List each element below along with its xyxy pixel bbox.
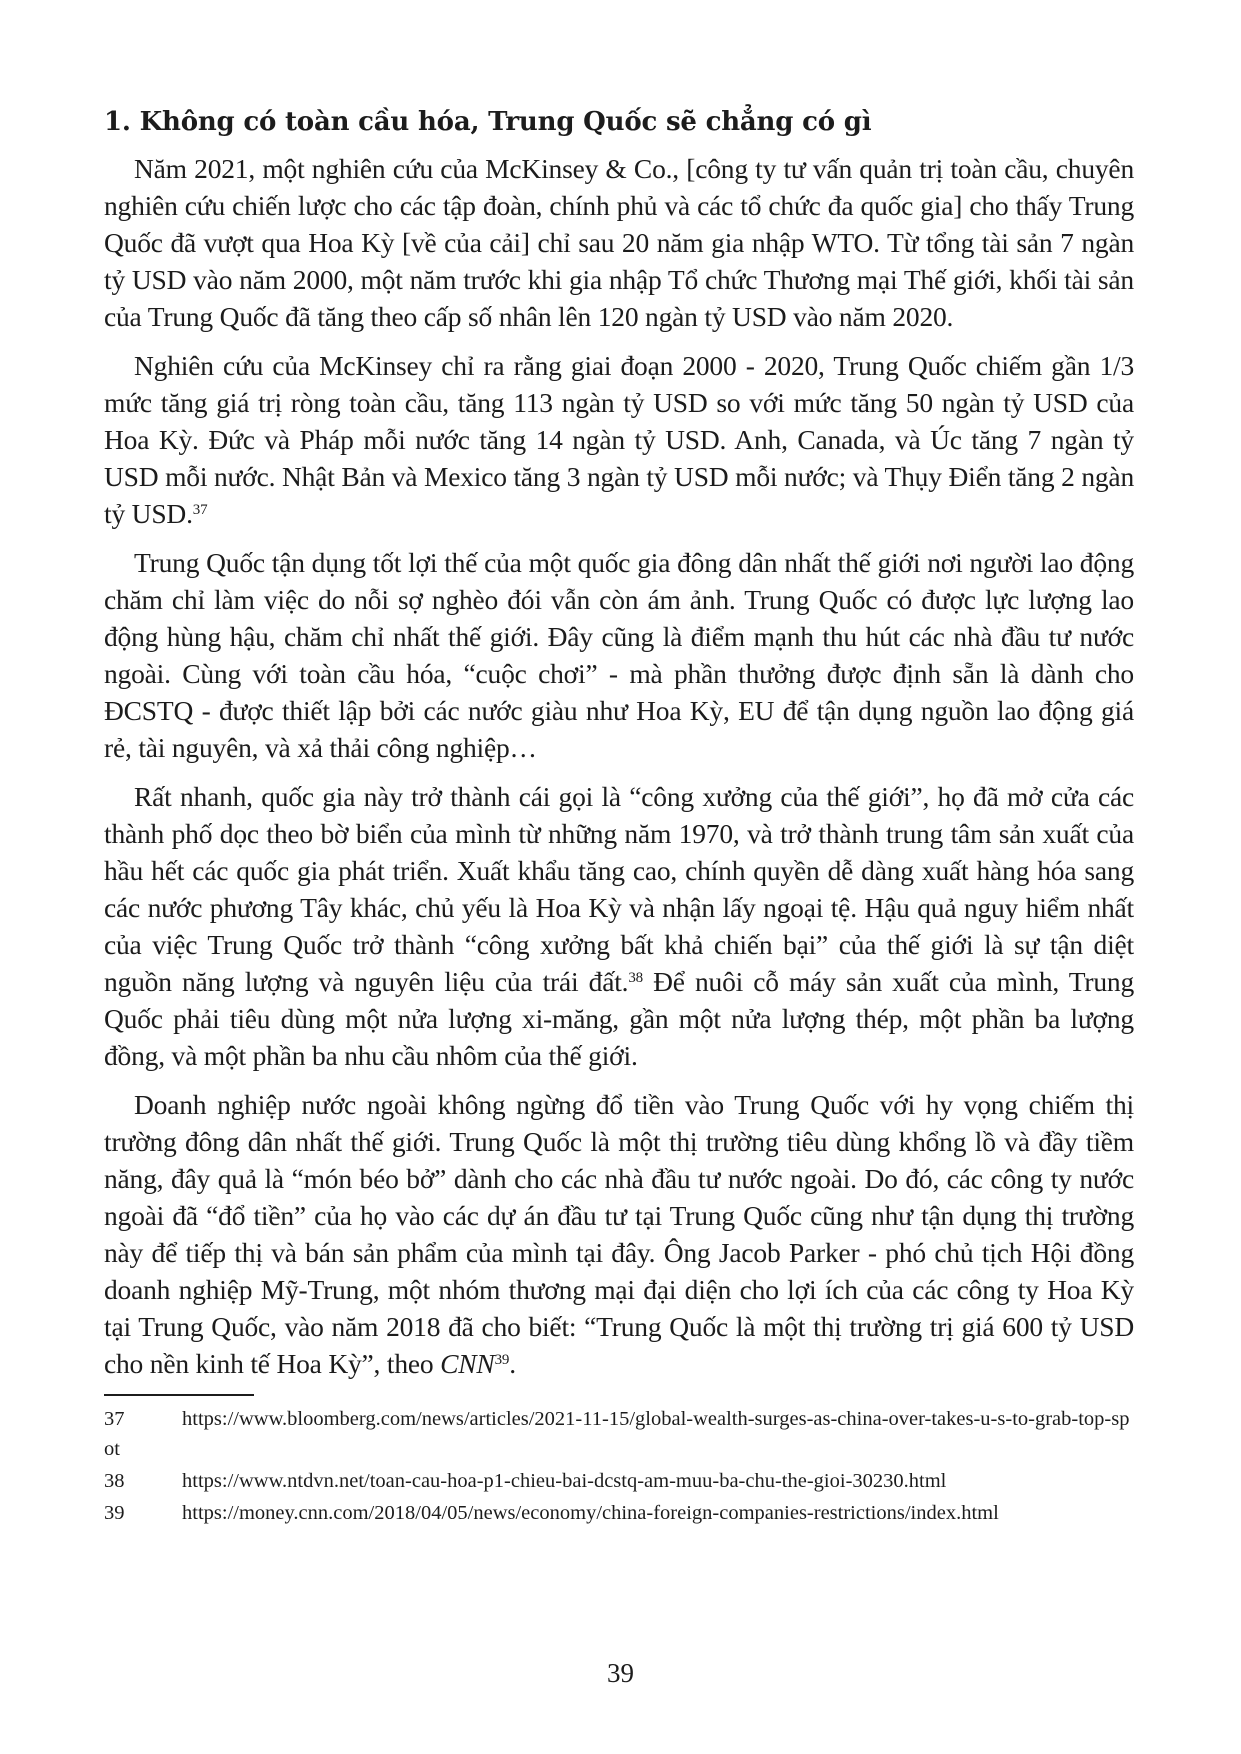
footnote-link[interactable]: https://money.cnn.com/2018/04/05/news/economy/china-foreign-companies-restrictions/index.html bbox=[182, 1502, 999, 1524]
footnote-link[interactable]: https://www.bloomberg.com/news/articles/2021-11-15/global-wealth-surges-as-china-over-takes-u-s-to-grab-top-spot bbox=[104, 1408, 1130, 1460]
paragraph-2-text: Nghiên cứu của McKinsey chỉ ra rằng giai đoạn 2000 - 2020, Trung Quốc chiếm gần 1/3 mức tăng giá trị ròng toàn cầu, tăng 113 ngàn tỷ USD so với mức tăng 50 ngàn tỷ USD của Hoa Kỳ. Đức và Pháp mỗi nước tăng 14 ngàn tỷ USD. Anh, Canada, và Úc tăng 7 ngàn tỷ USD mỗi nước. Nhật Bản và Mexico tăng 3 ngàn tỷ USD mỗi nước; và Thụy Điển tăng 2 ngàn tỷ USD. bbox=[104, 350, 1134, 529]
paragraph-4-text-b: Để nuôi cỗ máy sản xuất của mình, Trung Quốc phải tiêu dùng một nửa lượng xi-măng, gần một nửa lượng thép, một phần ba lượng đồng, và một phần ba nhu cầu nhôm của thế giới. bbox=[104, 966, 1134, 1071]
footnote-ref-38[interactable]: 38 bbox=[628, 970, 643, 986]
footnote-number: 38 bbox=[104, 1470, 125, 1492]
paragraph-4 bbox=[104, 778, 1134, 1074]
paragraph-5 bbox=[104, 1086, 1134, 1382]
footnote-number: 39 bbox=[104, 1502, 125, 1524]
footnote-ref-39[interactable]: 39 bbox=[494, 1352, 510, 1368]
page-content bbox=[104, 104, 1134, 1530]
paragraph-5-end: . bbox=[509, 1348, 516, 1379]
footnote bbox=[104, 1498, 1134, 1528]
paragraph-3: Trung Quốc tận dụng tốt lợi thế của một quốc gia đông dân nhất thế giới nơi người lao động chăm chỉ làm việc do nỗi sợ nghèo đói vẫn còn ám ảnh. Trung Quốc có được lực lượng lao động hùng hậu, chăm chỉ nhất thế giới. Đây cũng là điểm mạnh thu hút các nhà đầu tư nước ngoài. Cùng với toàn cầu hóa, “cuộc chơi” - mà phần thưởng được định sẵn là dành cho ĐCSTQ - được thiết lập bởi các nước giàu như Hoa Kỳ, EU để tận dụng nguồn lao động giá rẻ, tài nguyên, và xả thải công nghiệp… bbox=[104, 547, 1134, 763]
paragraph-1: Năm 2021, một nghiên cứu của McKinsey & Co., [công ty tư vấn quản trị toàn cầu, chuyên nghiên cứu chiến lược cho các tập đoàn, chính phủ và các tổ chức đa quốc gia] cho thấy Trung Quốc đã vượt qua Hoa Kỳ [về của cải] chỉ sau 20 năm gia nhập WTO. Từ tổng tài sản 7 ngàn tỷ USD vào năm 2000, một năm trước khi gia nhập Tổ chức Thương mại Thế giới, khối tài sản của Trung Quốc đã tăng theo cấp số nhân lên 120 ngàn tỷ USD vào năm 2020. bbox=[104, 153, 1134, 332]
section-heading: 1. Không có toàn cầu hóa, Trung Quốc sẽ chẳng có gì bbox=[104, 107, 872, 137]
paragraph-2 bbox=[104, 347, 1134, 532]
footnote bbox=[104, 1404, 1134, 1464]
footnote-divider bbox=[104, 1394, 254, 1396]
paragraph-5-text: Doanh nghiệp nước ngoài không ngừng đổ tiền vào Trung Quốc với hy vọng chiếm thị trường đông dân nhất thế giới. Trung Quốc là một thị trường tiêu dùng khổng lồ và đầy tiềm năng, đây quả là “món béo bở” dành cho các nhà đầu tư nước ngoài. Do đó, các công ty nước ngoài đã “đổ tiền” của họ vào các dự án đầu tư tại Trung Quốc cũng như tận dụng thị trường này để tiếp thị và bán sản phẩm của mình tại đây. Ông Jacob Parker - phó chủ tịch Hội đồng doanh nghiệp Mỹ-Trung, một nhóm thương mại đại diện cho lợi ích của các công ty Hoa Kỳ tại Trung Quốc, vào năm 2018 đã cho biết: “Trung Quốc là một thị trường trị giá 600 tỷ USD cho nền kinh tế Hoa Kỳ”, theo bbox=[104, 1089, 1134, 1379]
footnote-number: 37 bbox=[104, 1408, 125, 1430]
footnote-ref-37[interactable]: 37 bbox=[192, 502, 208, 518]
footnote bbox=[104, 1466, 1134, 1496]
source-name: CNN bbox=[440, 1348, 495, 1379]
page-number: 39 bbox=[607, 1658, 634, 1688]
paragraph-4-text-a: Rất nhanh, quốc gia này trở thành cái gọi là “công xưởng của thế giới”, họ đã mở cửa các thành phố dọc theo bờ biển của mình từ những năm 1970, và trở thành trung tâm sản xuất của hầu hết các quốc gia phát triển. Xuất khẩu tăng cao, chính quyền dễ dàng xuất hàng hóa sang các nước phương Tây khác, chủ yếu là Hoa Kỳ và nhận lấy ngoại tệ. Hậu quả nguy hiểm nhất của việc Trung Quốc trở thành “công xưởng bất khả chiến bại” của thế giới là sự tận diệt nguồn năng lượng và nguyên liệu của trái đất. bbox=[104, 781, 1134, 997]
footnote-link[interactable]: https://www.ntdvn.net/toan-cau-hoa-p1-chieu-bai-dcstq-am-muu-ba-chu-the-gioi-30230.html bbox=[182, 1470, 947, 1492]
